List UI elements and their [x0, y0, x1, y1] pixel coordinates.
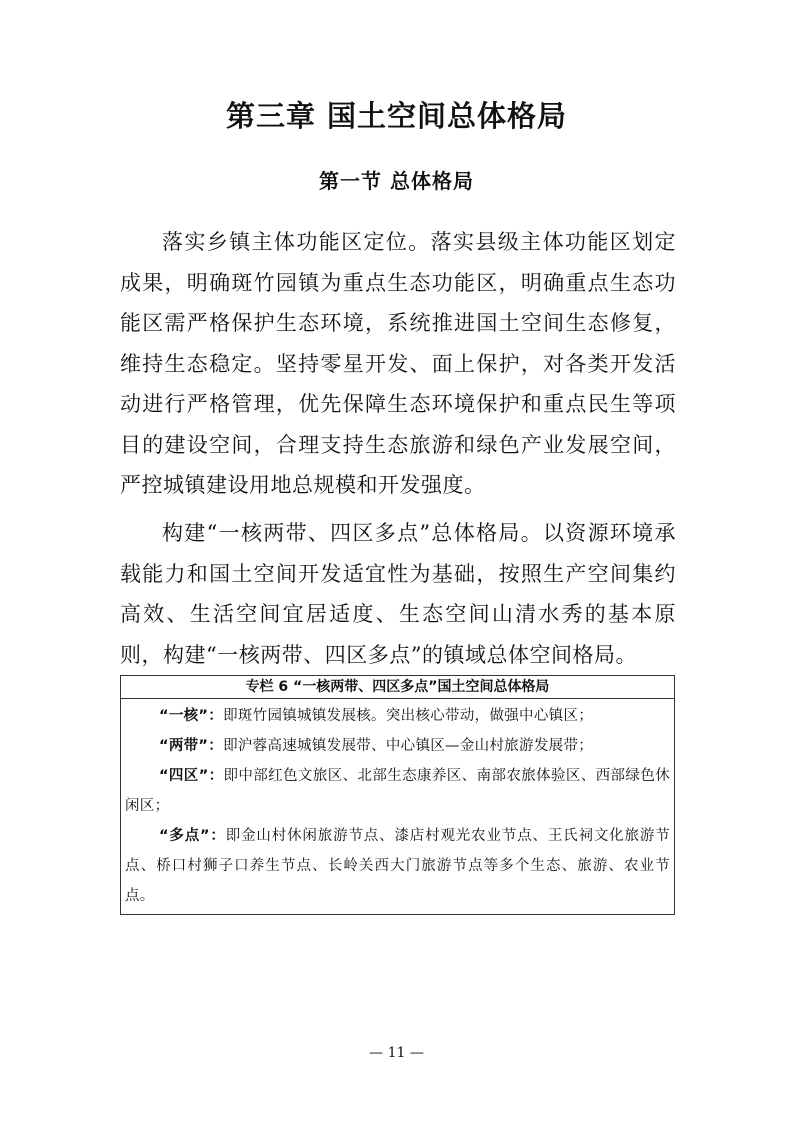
- box-item-zones: [125, 761, 670, 821]
- box-item-text: 即沪蓉高速城镇发展带、中心镇区—金山村旅游发展带；: [223, 738, 594, 754]
- box-item-term: “多点”：: [159, 828, 226, 844]
- body-paragraph-1: 落实乡镇主体功能区定位。落实县级主体功能区划定成果，明确斑竹园镇为重点生态功能区，明确重点生态功能区需严格保护生态环境，系统推进国土空间生态修复，维持生态稳定。坚持零星开发、面上保护，对各类开发活动进行严格管理，优先保障生态环境保护和重点民生等项目的建设空间，合理支持生态旅游和绿色产业发展空间，严控城镇建设用地总规模和开发强度。: [120, 230, 676, 497]
- chapter-title: 第三章 国土空间总体格局: [225, 99, 568, 133]
- body-paragraph-2: 构建“一核两带、四区多点”总体格局。以资源环境承载能力和国土空间开发适宜性为基础，按照生产空间集约高效、生活空间宜居适度、生态空间山清水秀的基本原则，构建“一核两带、四区多点”的镇域总体空间格局。: [120, 521, 676, 667]
- box-item-core: [125, 701, 670, 731]
- section-title: 第一节 总体格局: [319, 169, 474, 193]
- box-item-text: 即金山村休闲旅游节点、漆店村观光农业节点、王氏祠文化旅游节点、桥口村狮子口养生节点、长岭关西大门旅游节点等多个生态、旅游、农业节点。: [125, 828, 670, 904]
- box-item-term: “一核”：: [159, 708, 224, 724]
- page-number: — 11 —: [369, 1045, 424, 1061]
- feature-box-body: [121, 699, 674, 911]
- feature-box: [120, 675, 675, 915]
- box-item-term: “两带”：: [159, 738, 224, 754]
- box-item-belts: [125, 731, 670, 761]
- box-item-text: 即斑竹园镇城镇发展核。突出核心带动，做强中心镇区；: [223, 708, 594, 724]
- box-item-text: 即中部红色文旅区、北部生态康养区、南部农旅体验区、西部绿色休闲区；: [125, 768, 671, 814]
- box-item-points: [125, 821, 670, 911]
- feature-box-title: 专栏 6 “一核两带、四区多点”国土空间总体格局: [121, 676, 674, 699]
- box-item-term: “四区”：: [159, 768, 224, 784]
